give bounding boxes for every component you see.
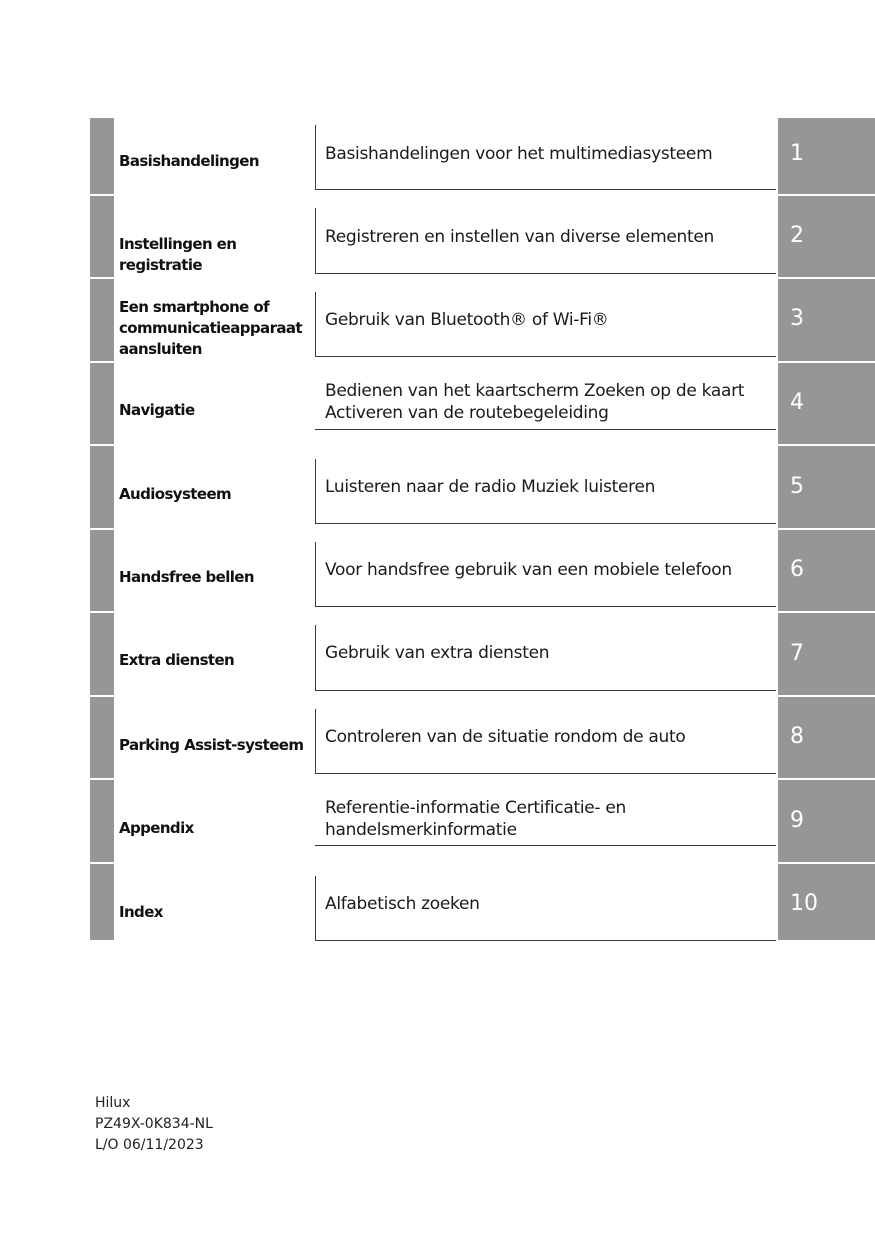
chapter-number-tab[interactable] [778, 363, 875, 444]
chapter-number: 4 [790, 390, 804, 415]
chapter-number: 9 [790, 808, 804, 833]
chapter-row[interactable] [0, 196, 875, 278]
chapter-title: Appendix [119, 819, 194, 837]
chapter-side-bar [90, 697, 114, 778]
chapter-number: 6 [790, 557, 804, 582]
chapter-side-bar [90, 196, 114, 277]
chapter-title: Navigatie [119, 401, 195, 419]
chapter-side-bar [90, 446, 114, 528]
chapter-title: Audiosysteem [119, 485, 232, 503]
chapter-description: Registreren en instellen van diverse elementen [325, 227, 715, 247]
chapter-number-tab[interactable] [778, 196, 875, 277]
chapter-row[interactable] [0, 864, 875, 941]
chapter-description: Luisteren naar de radio Muziek luisteren [325, 477, 656, 497]
chapter-row[interactable] [0, 530, 875, 612]
chapter-number-tab[interactable] [778, 118, 875, 194]
chapter-side-bar [90, 530, 114, 611]
chapter-description: Gebruik van extra diensten [325, 643, 550, 663]
chapter-description: Bedienen van het kaartscherm Zoeken op de kaart Activeren van de routebegeleiding [325, 381, 745, 423]
chapter-row[interactable] [0, 446, 875, 529]
chapter-number-tab[interactable] [778, 530, 875, 611]
chapter-title: Index [119, 903, 163, 921]
chapter-row[interactable] [0, 279, 875, 362]
chapter-number: 5 [790, 474, 804, 499]
chapter-title: Basishandelingen [119, 152, 259, 170]
layout-date: L/O 06/11/2023 [95, 1137, 204, 1153]
chapter-description: Voor handsfree gebruik van een mobiele telefoon [325, 560, 732, 580]
part-number: PZ49X-0K834-NL [95, 1116, 213, 1132]
chapter-row[interactable] [0, 363, 875, 445]
chapter-description: Controleren van de situatie rondom de auto [325, 727, 686, 747]
chapter-description: Gebruik van Bluetooth® of Wi-Fi® [325, 310, 609, 330]
chapter-row[interactable] [0, 780, 875, 863]
chapter-number: 7 [790, 641, 804, 666]
chapter-row[interactable] [0, 118, 875, 195]
document-footer [95, 1093, 213, 1156]
chapter-row[interactable] [0, 697, 875, 779]
chapter-number: 8 [790, 724, 804, 749]
chapter-description: Alfabetisch zoeken [325, 894, 480, 914]
chapter-row[interactable] [0, 613, 875, 696]
chapter-title: Een smartphone of communicatieapparaat aansluiten [119, 298, 302, 358]
chapter-number-tab[interactable] [778, 446, 875, 528]
chapter-title: Instellingen en registratie [119, 235, 237, 274]
chapter-description: Referentie-informatie Certificatie- en handelsmerkinformatie [325, 798, 626, 840]
chapter-side-bar [90, 363, 114, 444]
chapter-side-bar [90, 118, 114, 194]
chapter-title: Parking Assist-systeem [119, 736, 304, 754]
chapter-side-bar [90, 780, 114, 862]
chapter-side-bar [90, 613, 114, 695]
chapter-number: 1 [790, 141, 804, 166]
chapter-number-tab[interactable] [778, 697, 875, 778]
chapter-side-bar [90, 864, 114, 940]
chapter-title: Extra diensten [119, 651, 235, 669]
chapter-number-tab[interactable] [778, 613, 875, 695]
chapter-number: 3 [790, 306, 804, 331]
chapter-number-tab[interactable] [778, 864, 875, 940]
chapter-number: 2 [790, 223, 804, 248]
chapter-title: Handsfree bellen [119, 568, 254, 586]
chapter-number: 10 [790, 891, 818, 916]
chapter-side-bar [90, 279, 114, 361]
chapter-number-tab[interactable] [778, 780, 875, 862]
vehicle-model: Hilux [95, 1095, 131, 1111]
chapter-number-tab[interactable] [778, 279, 875, 361]
chapter-description: Basishandelingen voor het multimediasysteem [325, 144, 713, 164]
